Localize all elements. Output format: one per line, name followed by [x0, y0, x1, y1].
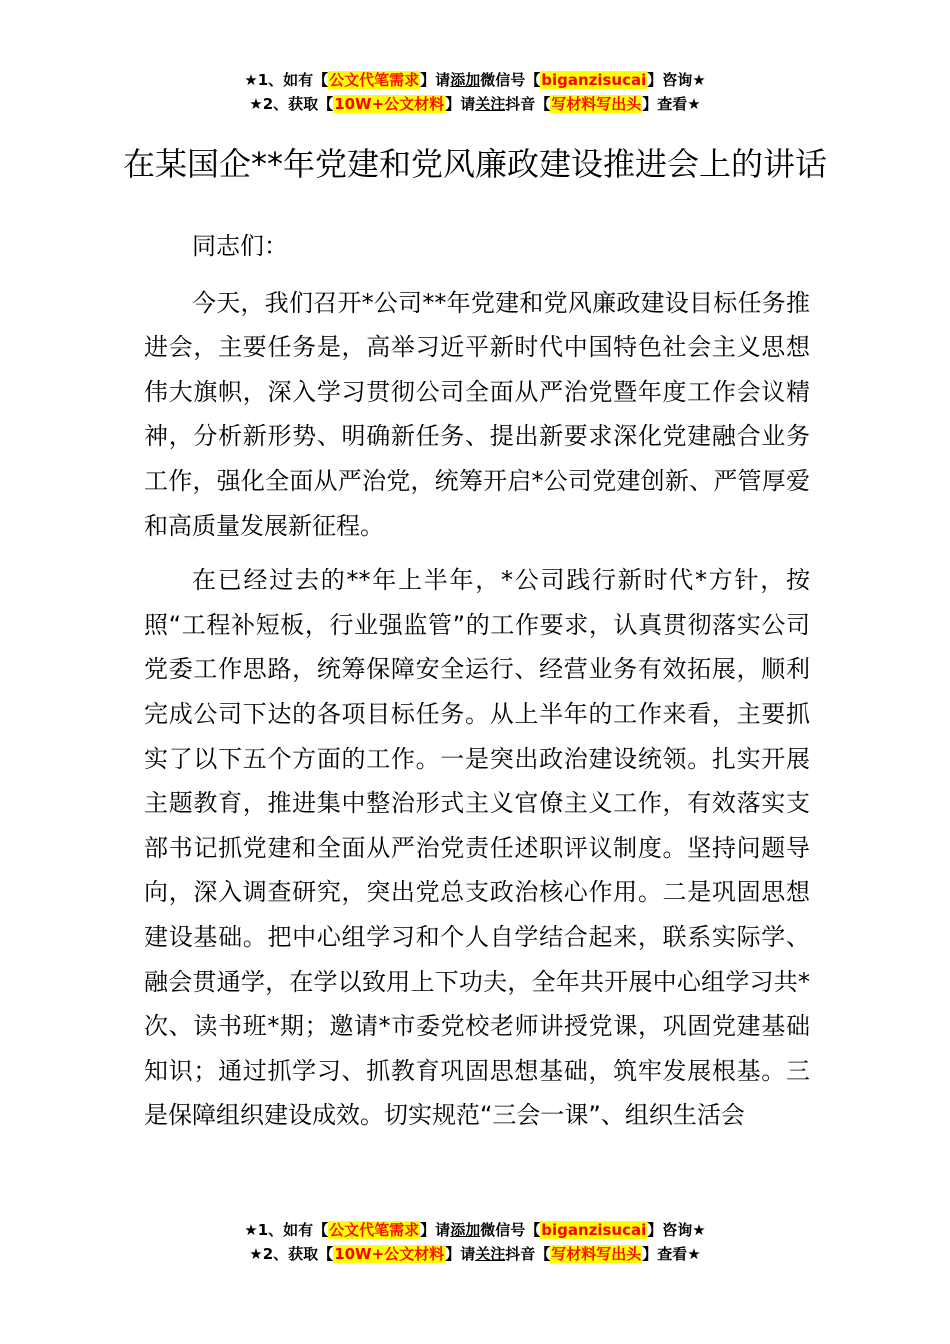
promo-highlight: 公文代笔需求: [329, 71, 420, 89]
promo-text: 添加: [450, 1221, 481, 1239]
promo-text: 关注: [475, 95, 506, 113]
promo-line-2: [0, 1242, 950, 1266]
document-title: 在某国企**年党建和党风廉政建设推进会上的讲话: [122, 145, 827, 184]
promo-text: ★1、如有【: [244, 71, 329, 89]
promo-text: ★2、获取【: [249, 1245, 334, 1263]
promo-text: 】请: [420, 1221, 451, 1239]
promo-highlight: 10W+公文材料: [334, 95, 445, 113]
document-body: [144, 224, 810, 1148]
promo-text: 微信号【: [480, 71, 541, 89]
promo-wechat-id: biganzisucai: [541, 71, 647, 89]
promo-highlight: 10W+公文材料: [334, 1245, 445, 1263]
promo-highlight: 公文代笔需求: [329, 1221, 420, 1239]
promo-douyin-id: 写材料写出头: [551, 1245, 642, 1263]
promo-douyin-id: 写材料写出头: [551, 95, 642, 113]
promo-line-2: [0, 92, 950, 116]
paragraph-1: 今天，我们召开*公司**年党建和党风廉政建设目标任务推进会，主要任务是，高举习近平新时代中国特色社会主义思想伟大旗帜，深入学习贯彻公司全面从严治党暨年度工作会议精神，分析新形势、明确新任务、提出新要求深化党建融合业务工作，强化全面从严治党，统筹开启*公司党建创新、严管厚爱和高质量发展新征程。: [144, 288, 810, 540]
promo-text: 】查看★: [642, 95, 701, 113]
promo-text: ★1、如有【: [244, 1221, 329, 1239]
promo-text: 添加: [450, 71, 481, 89]
promo-text: 抖音【: [505, 1245, 551, 1263]
promo-text: ★2、获取【: [249, 95, 334, 113]
paragraph-2: 在已经过去的**年上半年，*公司践行新时代*方针，按照“工程补短板，行业强监管”的工作要求，认真贯彻落实公司党委工作思路，统筹保障安全运行、经营业务有效拓展，顺利完成公司下达的各项目标任务。从上半年的工作来看，主要抓实了以下五个方面的工作。一是突出政治建设统领。扎实开展主题教育，推进集中整治形式主义官僚主义工作，有效落实支部书记抓党建和全面从严治党责任述职评议制度。坚持问题导向，深入调查研究，突出党总支政治核心作用。二是巩固思想建设基础。把中心组学习和个人自学结合起来，联系实际学、融会贯通学，在学以致用上下功夫，全年共开展中心组学习共*次、读书班*期；邀请*市委党校老师讲授党课，巩固党建基础知识；通过抓学习、抓教育巩固思想基础，筑牢发展根基。三是保障组织建设成效。切实规范“三会一课”、组织生活会: [144, 566, 810, 1130]
promo-line-1: [0, 68, 950, 92]
promo-text: 微信号【: [480, 1221, 541, 1239]
promo-text: 】请: [445, 95, 476, 113]
header-promo-banner: [0, 68, 950, 116]
promo-text: 】查看★: [642, 1245, 701, 1263]
promo-text: 】咨询★: [647, 1221, 706, 1239]
footer-promo-banner: [0, 1218, 950, 1266]
promo-line-1: [0, 1218, 950, 1242]
promo-text: 抖音【: [505, 95, 551, 113]
promo-text: 关注: [475, 1245, 506, 1263]
greeting: 同志们：: [192, 232, 288, 260]
promo-text: 】请: [445, 1245, 476, 1263]
promo-text: 】咨询★: [647, 71, 706, 89]
promo-wechat-id: biganzisucai: [541, 1221, 647, 1239]
promo-text: 】请: [420, 71, 451, 89]
